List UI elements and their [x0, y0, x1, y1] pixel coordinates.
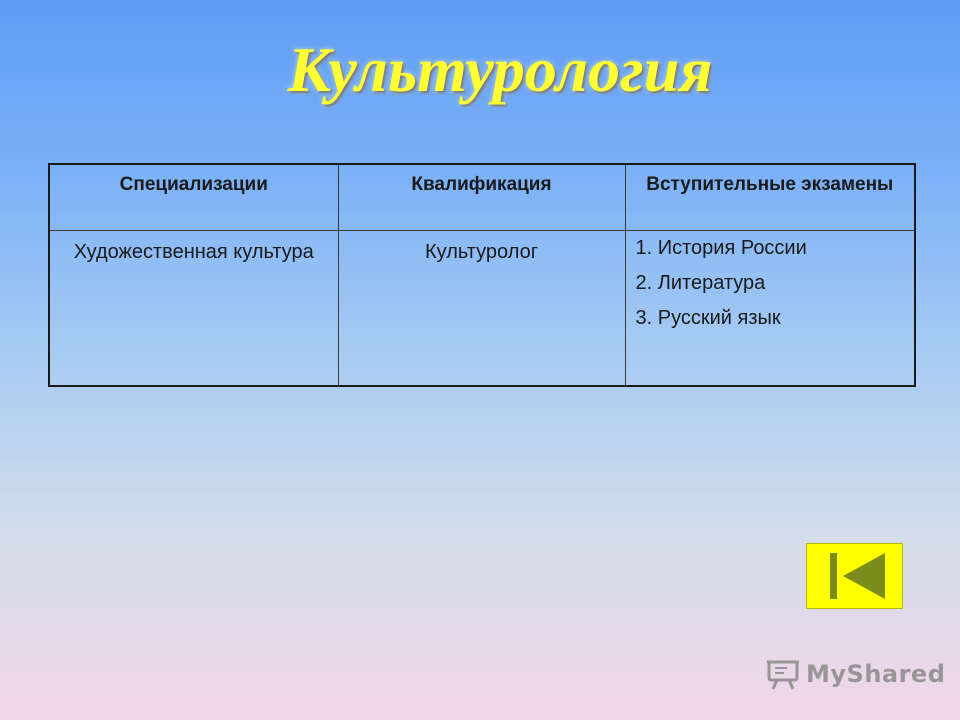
header-specializations: Специализации [49, 164, 338, 230]
watermark [766, 656, 945, 692]
exam-item: 1. История России [635, 236, 807, 259]
cell-specialization: Художественная культура [49, 230, 338, 386]
table-row [49, 230, 915, 386]
projector-icon [766, 657, 800, 691]
header-entrance-exams: Вступительные экзамены [625, 164, 915, 230]
cell-exams [625, 230, 915, 386]
admissions-table [48, 163, 916, 387]
header-qualification: Квалификация [338, 164, 625, 230]
back-button[interactable] [806, 543, 903, 609]
cell-qualification: Культуролог [338, 230, 625, 386]
skip-back-icon [807, 544, 902, 608]
slide-title: Культурология [287, 34, 713, 105]
watermark-text: MyShared [806, 660, 946, 688]
table-header-row [49, 164, 915, 230]
exam-item: 3. Русский язык [635, 306, 781, 329]
exam-item: 2. Литература [635, 271, 766, 294]
